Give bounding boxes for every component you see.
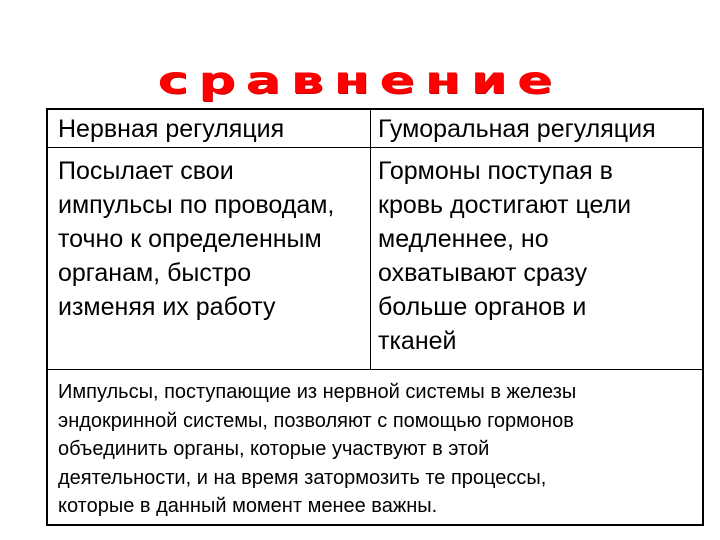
nervous-description-cell: Посылает свои импульсы по проводам, точно к определенным органам, быстро изменяя их работу — [58, 157, 335, 321]
humoral-description-cell: Гормоны поступая в кровь достигают цели медленнее, но охватывают сразу больше органов и тканей — [378, 157, 632, 355]
header-nervous-regulation: Нервная регуляция — [58, 115, 285, 143]
slide-title: сравнение — [157, 59, 563, 103]
footer-summary-text: Импульсы, поступающие из нервной системы в железы эндокринной системы, позволяют с помощью гормонов объединить органы, которые участвуют в этой деятельности, и на время затормозить те процессы, которые в данный момент менее важны. — [58, 381, 577, 517]
comparison-table — [46, 108, 704, 526]
column-divider — [370, 110, 371, 370]
table-header-row — [48, 110, 702, 148]
header-humoral-regulation: Гуморальная регуляция — [378, 115, 656, 143]
table-row — [48, 148, 702, 370]
table-footer-row — [48, 370, 702, 526]
